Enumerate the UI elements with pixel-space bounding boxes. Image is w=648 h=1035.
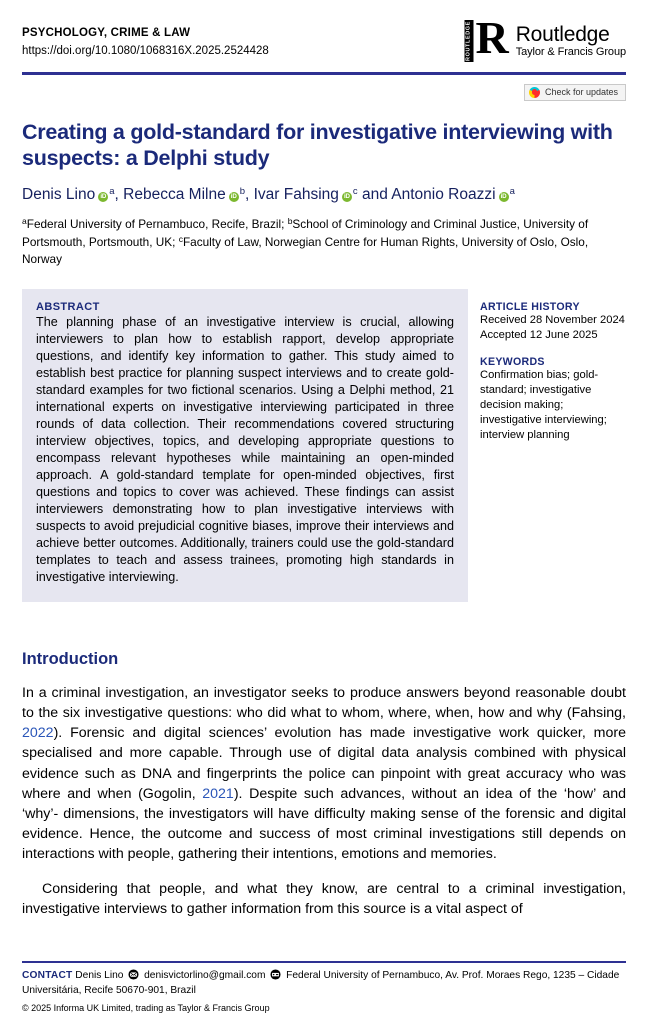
- author-separator: ,: [245, 185, 254, 203]
- check-for-updates-button[interactable]: [524, 84, 626, 101]
- journal-identity: [22, 26, 269, 59]
- crossmark-icon: [529, 87, 540, 98]
- section-heading-introduction: Introduction: [22, 650, 119, 669]
- envelope-icon: [128, 969, 139, 980]
- affiliation-mark: a: [22, 216, 27, 227]
- author-affiliation-mark: c: [352, 185, 358, 197]
- contact-name: Denis Lino: [75, 970, 124, 982]
- routledge-logo: [465, 12, 626, 63]
- affiliation-list: [22, 215, 626, 267]
- author-name[interactable]: Rebecca Milne: [123, 185, 226, 203]
- author-list: [22, 185, 626, 205]
- abstract-box: [22, 289, 468, 602]
- contact-address: Federal University of Pernambuco, Av. Prof. Moraes Rego, 1235 – Cidade Universitária, Recife 50670-901, Brazil: [22, 970, 620, 996]
- citation-gogolin-2021[interactable]: 2021: [202, 785, 234, 802]
- author-entry: [391, 186, 515, 203]
- routledge-logo-mark: [465, 12, 509, 63]
- check-for-updates-label: Check for updates: [544, 87, 618, 97]
- routledge-wordmark: [516, 24, 626, 59]
- author-name[interactable]: Antonio Roazzi: [391, 185, 496, 203]
- author-entry: [22, 186, 123, 203]
- publisher-name: Routledge: [515, 22, 610, 46]
- footer-divider: [22, 961, 626, 963]
- orcid-icon[interactable]: iD: [98, 192, 108, 202]
- article-history-heading: ARTICLE HISTORY: [480, 301, 580, 314]
- author-affiliation-mark: a: [509, 185, 515, 197]
- article-meta-column: [468, 289, 626, 442]
- contact-line: [22, 969, 626, 998]
- affiliation-mark: b: [287, 216, 293, 227]
- intro-p1-text-b: ). Forensic and digital sciences’ evolution has made investigative work quicker, more specialised and more capable. Through use of digital data analysis combined with physical evidence such as DNA and fingerprints the police can pinpoint with great accuracy who was where and when (Gogolin,: [22, 725, 626, 802]
- intro-paragraph-1: [22, 683, 626, 864]
- affiliation-text: Federal University of Pernambuco, Recife, Brazil;: [26, 217, 288, 232]
- crossmark-row: [22, 84, 626, 101]
- contact-email[interactable]: denisvictorlino@gmail.com: [144, 970, 266, 982]
- masthead: [22, 0, 626, 62]
- orcid-icon[interactable]: iD: [342, 192, 352, 202]
- masthead-divider: [22, 72, 626, 75]
- journal-title: PSYCHOLOGY, CRIME & LAW: [22, 27, 191, 39]
- intro-p1-text-c: ). Despite such advances, without an idea of the ‘how’ and ‘why’- dimensions, the investigators will have difficulty making sense of the forensic and digital evidence. Hence, the outcome and success of most criminal investigations still depends on interactions with people, gathering their intentions, emotions and memories.: [22, 785, 626, 863]
- article-accepted-date: Accepted 12 June 2025: [480, 329, 598, 342]
- affiliation-text: School of Criminology and Criminal Justice, University of Portsmouth, Portsmouth, UK;: [22, 217, 589, 249]
- orcid-icon[interactable]: iD: [229, 192, 239, 202]
- author-separator: ,: [114, 185, 124, 203]
- page-footer: [22, 961, 626, 1013]
- institution-icon: [270, 969, 281, 980]
- meta-spacer: [480, 343, 626, 356]
- author-entry: [123, 186, 253, 203]
- author-separator: and: [357, 185, 392, 203]
- citation-fahsing-2022[interactable]: 2022: [22, 725, 54, 742]
- routledge-vertical-text: ROUTLEDGE: [465, 21, 472, 61]
- author-name[interactable]: Ivar Fahsing: [253, 185, 339, 203]
- author-affiliation-mark: a: [109, 185, 115, 197]
- article-received-date: Received 28 November 2024: [480, 314, 625, 327]
- routledge-r-glyph: R: [475, 12, 509, 63]
- keywords-heading: KEYWORDS: [480, 356, 545, 369]
- page-title: Creating a gold-standard for investigative interviewing with suspects: a Delphi study: [22, 119, 613, 170]
- abstract-heading: ABSTRACT: [36, 301, 100, 314]
- author-entry: [254, 186, 392, 203]
- keywords-text: Confirmation bias; gold-standard; investigative decision making; investigative interviewing; interview planning: [480, 369, 607, 441]
- orcid-icon[interactable]: iD: [499, 192, 509, 202]
- abstract-section: [22, 289, 626, 602]
- intro-paragraph-2: Considering that people, and what they know, are central to a criminal investigation, investigative interviews to gather information from this source is a vital aspect of: [22, 880, 626, 917]
- author-name[interactable]: Denis Lino: [22, 185, 96, 203]
- author-affiliation-mark: b: [239, 185, 245, 197]
- affiliation-mark: c: [178, 233, 183, 244]
- publisher-group: Taylor & Francis Group: [515, 45, 626, 58]
- affiliation-text: Faculty of Law, Norwegian Centre for Human Rights, University of Oslo, Oslo, Norway: [22, 234, 589, 266]
- contact-label: CONTACT: [22, 970, 73, 982]
- doi-link[interactable]: https://doi.org/10.1080/1068316X.2025.2524428: [22, 44, 269, 57]
- intro-p1-text-a: In a criminal investigation, an investigator seeks to produce answers beyond reasonable doubt to the six investigative questions: who did what to whom, where, when, how and why (Fahsing,: [22, 684, 626, 722]
- abstract-text: The planning phase of an investigative interview is crucial, allowing interviewers to plan how to establish rapport, develop appropriate questions, and identify key information to gather. This study aimed to establish best practice for planning suspect interviews and to create gold-standard examples for two fictional scenarios. Using a Delphi method, 21 international experts on investigative interviewing participated in three rounds of data collection. Their recommendations covered structuring interview objectives, topics, and developing appropriate questions to encompass relevant hypotheses while maintaining an open-minded approach. A gold-standard template for open-minded objectives, first questions and topics to cover was achieved. These findings can assist interviewers demonstrating how to plan investigative interviews with suspects to avoid prejudicial cognitive biases, improve their interviews and achieve better outcomes. Additionally, trainers could use the gold-standard templates to teach and assess trainees, promoting high standards in investigative interviewing.: [36, 315, 454, 585]
- copyright-notice: © 2025 Informa UK Limited, trading as Taylor & Francis Group: [22, 1003, 270, 1013]
